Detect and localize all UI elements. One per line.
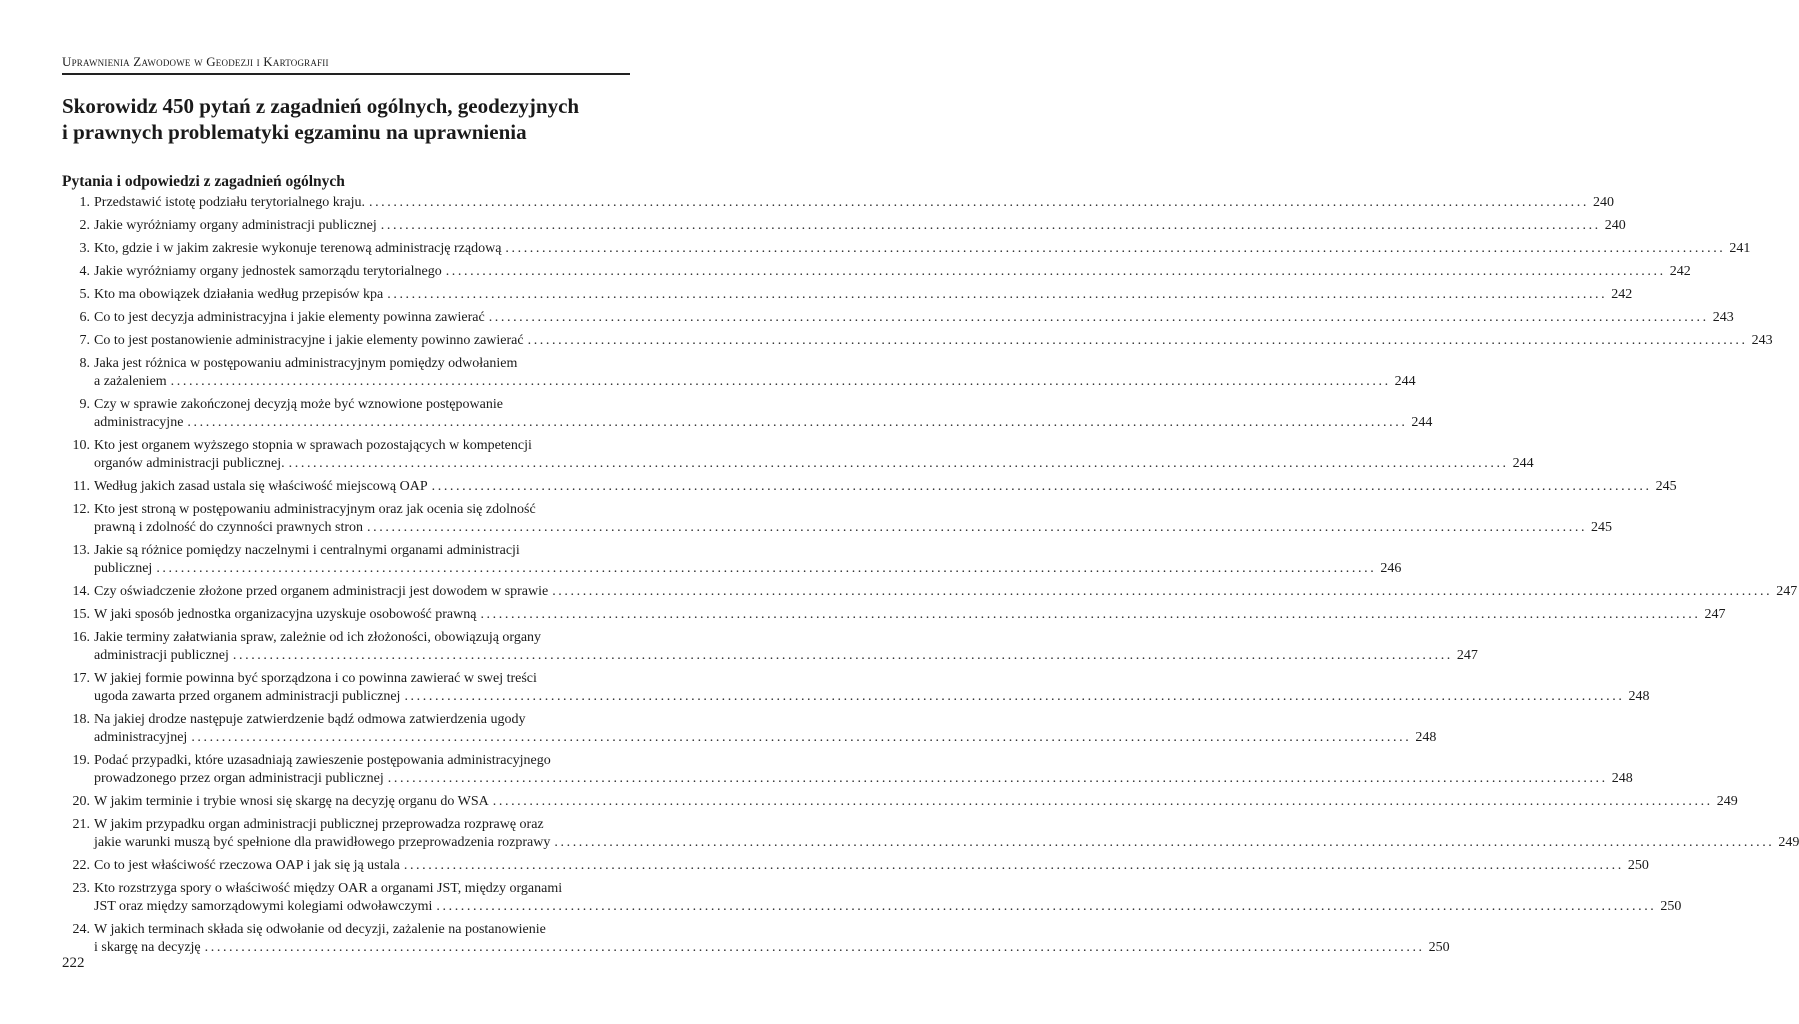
dot-leader: ........................................................................................................................................................................................................ <box>380 218 1601 233</box>
toc-entry <box>62 478 1677 496</box>
toc-entry-number: 21. <box>72 817 90 832</box>
dot-leader: ........................................................................................................................................................................................................ <box>527 333 1748 348</box>
toc-entry-text: Co to jest postanowienie administracyjne i jakie elementy powinno zawierać <box>94 333 524 348</box>
toc-entry-line <box>94 414 1433 432</box>
toc-entry-line <box>94 332 1773 350</box>
toc-entry-text: W jakich terminach składa się odwołanie od decyzji, zażalenie na postanowienie <box>94 922 546 937</box>
toc-entry <box>62 583 1798 601</box>
toc-entry <box>62 286 1633 304</box>
toc-entry-text: Jaka jest różnica w postępowaniu administracyjnym pomiędzy odwołaniem <box>94 356 518 371</box>
toc-entry-line <box>94 688 1650 706</box>
toc-entry-body <box>94 286 1633 304</box>
toc-entry-line <box>94 373 1416 391</box>
dot-leader: ........................................................................................................................................................................................................ <box>554 835 1775 850</box>
toc-entry-page: 250 <box>1627 858 1649 873</box>
toc-entry-page: 249 <box>1716 794 1738 809</box>
toc-entry <box>62 437 1534 473</box>
toc-entry <box>62 217 1626 235</box>
toc-entry-page: 246 <box>1380 561 1402 576</box>
toc-entry-number: 6. <box>79 310 90 325</box>
toc-entry-number: 19. <box>72 753 90 768</box>
dot-leader: ........................................................................................................................................................................................................ <box>552 584 1773 599</box>
toc-entry <box>62 793 1738 811</box>
toc-entry-number: 24. <box>72 922 90 937</box>
dot-leader: ........................................................................................................................................................................................................ <box>436 899 1657 914</box>
toc-entry-text: i skargę na decyzję <box>94 940 201 955</box>
toc-entry <box>62 857 1649 875</box>
toc-entry-text: ugoda zawarta przed organem administracji publicznej <box>94 689 401 704</box>
toc-entry-number: 14. <box>72 584 90 599</box>
toc-entry-line <box>94 309 1734 327</box>
toc-entry-body <box>94 355 1416 391</box>
dot-leader: ........................................................................................................................................................................................................ <box>191 730 1412 745</box>
toc-entry-body <box>94 309 1734 327</box>
toc-entry-line <box>94 194 1614 212</box>
toc-entry-text: W jakim przypadku organ administracji publicznej przeprowadza rozprawę oraz <box>94 817 544 832</box>
toc-entry-body <box>94 194 1614 212</box>
toc-entry-line <box>94 286 1633 304</box>
toc-entry-body <box>94 880 1682 916</box>
page-title <box>62 93 632 145</box>
toc-entry <box>62 355 1416 391</box>
toc-entry-page: 243 <box>1712 310 1734 325</box>
toc-entry-line <box>94 455 1534 473</box>
toc-entry-text: administracyjne <box>94 415 184 430</box>
toc-entry <box>62 711 1437 747</box>
toc-entry-body <box>94 816 1799 852</box>
toc-entry-page: 250 <box>1428 940 1450 955</box>
toc-entry-number: 2. <box>79 218 90 233</box>
toc-entry-text: Co to jest właściwość rzeczowa OAP i jak się ją ustala <box>94 858 400 873</box>
dot-leader: ........................................................................................................................................................................................................ <box>387 771 1608 786</box>
toc-entry-number: 7. <box>79 333 90 348</box>
toc-entry-line <box>94 263 1691 281</box>
dot-leader: ........................................................................................................................................................................................................ <box>368 195 1589 210</box>
toc-entry-text: Czy oświadczenie złożone przed organem administracji jest dowodem w sprawie <box>94 584 549 599</box>
page-number: 222 <box>62 955 85 971</box>
toc-entry-number: 16. <box>72 630 90 645</box>
toc-entry-text: Jakie są różnice pomiędzy naczelnymi i centralnymi organami administracji <box>94 543 520 558</box>
toc-entry-line <box>94 857 1649 875</box>
toc-entry-number: 20. <box>72 794 90 809</box>
toc-entry-line <box>94 729 1437 747</box>
toc-entry-page: 240 <box>1592 195 1614 210</box>
toc-entry-text: Kto jest organem wyższego stopnia w sprawach pozostających w kompetencji <box>94 438 532 453</box>
toc-entry-number: 10. <box>72 438 90 453</box>
toc-entry-text: Kto jest stroną w postępowaniu administracyjnym oraz jak ocenia się zdolność <box>94 502 536 517</box>
dot-leader: ........................................................................................................................................................................................................ <box>505 241 1726 256</box>
dot-leader: ........................................................................................................................................................................................................ <box>367 520 1588 535</box>
toc-entry-body <box>94 857 1649 875</box>
toc-entry <box>62 501 1613 537</box>
toc-entry-number: 22. <box>72 858 90 873</box>
toc-entry-text: W jakiej formie powinna być sporządzona i co powinna zawierać w swej treści <box>94 671 537 686</box>
toc-entry-body <box>94 263 1691 281</box>
toc-entry <box>62 309 1734 327</box>
dot-leader: ........................................................................................................................................................................................................ <box>187 415 1408 430</box>
running-head: Uprawnienia Zawodowe w Geodezji i Kartografii <box>62 54 329 69</box>
toc-entry-number: 5. <box>79 287 90 302</box>
toc-entry-text: publicznej <box>94 561 153 576</box>
toc-entry-body <box>94 240 1751 258</box>
toc-entry-line <box>94 647 1478 665</box>
toc-entry-body <box>94 478 1677 496</box>
title-line: i prawnych problematyki egzaminu na uprawnienia <box>62 120 527 144</box>
toc-entry-text: W jaki sposób jednostka organizacyjna uzyskuje osobowość prawną <box>94 607 477 622</box>
header-rule <box>62 73 630 75</box>
toc-entry-text: Jakie terminy załatwiania spraw, zależnie od ich złożoności, obowiązują organy <box>94 630 542 645</box>
toc-entry-body <box>94 437 1534 473</box>
toc-entry-page: 244 <box>1411 415 1433 430</box>
toc-entry-number: 15. <box>72 607 90 622</box>
toc-entry-number: 17. <box>72 671 90 686</box>
dot-leader: ........................................................................................................................................................................................................ <box>387 287 1608 302</box>
toc-entry-number: 9. <box>79 397 90 412</box>
toc-entry-number: 8. <box>79 356 90 371</box>
toc-entry <box>62 194 1614 212</box>
toc-entry-page: 248 <box>1415 730 1437 745</box>
toc-entry-text: prawną i zdolność do czynności prawnych stron <box>94 520 364 535</box>
toc-entry-number: 12. <box>72 502 90 517</box>
toc-entry-text: Co to jest decyzja administracyjna i jakie elementy powinna zawierać <box>94 310 485 325</box>
toc-entry-text: jakie warunki muszą być spełnione dla prawidłowego przeprowadzenia rozprawy <box>94 835 551 850</box>
toc-entry <box>62 606 1726 624</box>
toc-entry-line <box>94 770 1633 788</box>
toc-entry <box>62 880 1682 916</box>
toc-entry-line <box>94 898 1682 916</box>
dot-leader: ........................................................................................................................................................................................................ <box>403 858 1624 873</box>
toc-entry-body <box>94 921 1450 957</box>
toc-entry-line <box>94 240 1751 258</box>
toc-entry-text: administracyjnej <box>94 730 188 745</box>
toc-entry-line <box>94 478 1677 496</box>
toc-entry <box>62 263 1691 281</box>
toc-entry-text: prowadzonego przez organ administracji publicznej <box>94 771 384 786</box>
toc-entry-body <box>94 542 1402 578</box>
dot-leader: ........................................................................................................................................................................................................ <box>232 648 1453 663</box>
toc-entry <box>62 542 1402 578</box>
toc-entry-page: 244 <box>1394 374 1416 389</box>
toc-entry-text: Podać przypadki, które uzasadniają zawieszenie postępowania administracyjnego <box>94 753 551 768</box>
toc-entry-number: 1. <box>79 195 90 210</box>
toc-entry <box>62 670 1650 706</box>
toc-entry-page: 240 <box>1604 218 1626 233</box>
dot-leader: ........................................................................................................................................................................................................ <box>288 456 1509 471</box>
toc-entry-body <box>94 501 1613 537</box>
toc-entry-line <box>94 519 1613 537</box>
toc-entry-text: Jakie wyróżniamy organy administracji publicznej <box>94 218 377 233</box>
toc-entry-number: 3. <box>79 241 90 256</box>
toc-entry-text: administracji publicznej <box>94 648 229 663</box>
dot-leader: ........................................................................................................................................................................................................ <box>156 561 1377 576</box>
toc-entry-text: Kto ma obowiązek działania według przepisów kpa <box>94 287 384 302</box>
toc-entry-body <box>94 670 1650 706</box>
toc-entry-page: 244 <box>1512 456 1534 471</box>
toc-entry-text: W jakim terminie i trybie wnosi się skargę na decyzję organu do WSA <box>94 794 489 809</box>
dot-leader: ........................................................................................................................................................................................................ <box>170 374 1391 389</box>
toc-entry-page: 242 <box>1669 264 1691 279</box>
toc-entry <box>62 816 1799 852</box>
toc-entry-page: 248 <box>1628 689 1650 704</box>
toc-entry-page: 249 <box>1778 835 1799 850</box>
toc-list <box>62 194 1799 962</box>
toc-entry-body <box>94 606 1726 624</box>
toc-entry-number: 23. <box>72 881 90 896</box>
toc-entry-text: Kto, gdzie i w jakim zakresie wykonuje terenową administrację rządową <box>94 241 502 256</box>
toc-entry-body <box>94 629 1478 665</box>
toc-entry-text: JST oraz między samorządowymi kolegiami odwoławczymi <box>94 899 433 914</box>
toc-entry <box>62 240 1751 258</box>
toc-entry-page: 241 <box>1729 241 1751 256</box>
toc-entry-page: 248 <box>1611 771 1633 786</box>
toc-entry-line <box>94 606 1726 624</box>
toc-entry-text: Według jakich zasad ustala się właściwość miejscową OAP <box>94 479 428 494</box>
toc-entry-page: 247 <box>1704 607 1726 622</box>
toc-entry <box>62 332 1773 350</box>
toc-entry-line <box>94 217 1626 235</box>
toc-entry-line <box>94 793 1738 811</box>
toc-entry <box>62 629 1478 665</box>
toc-entry-number: 18. <box>72 712 90 727</box>
toc-entry-body <box>94 793 1738 811</box>
dot-leader: ........................................................................................................................................................................................................ <box>404 689 1625 704</box>
section-title: Pytania i odpowiedzi z zagadnień ogólnych <box>62 173 345 190</box>
toc-entry-page: 243 <box>1751 333 1773 348</box>
toc-entry-body <box>94 332 1773 350</box>
toc-entry-text: Przedstawić istotę podziału terytorialnego kraju. <box>94 195 365 210</box>
toc-entry <box>62 752 1633 788</box>
toc-entry-body <box>94 396 1433 432</box>
dot-leader: ........................................................................................................................................................................................................ <box>431 479 1652 494</box>
toc-entry-text: Na jakiej drodze następuje zatwierdzenie bądź odmowa zatwierdzenia ugody <box>94 712 526 727</box>
toc-entry-text: organów administracji publicznej. <box>94 456 285 471</box>
toc-entry-number: 13. <box>72 543 90 558</box>
toc-entry-line <box>94 583 1798 601</box>
toc-entry-line <box>94 834 1799 852</box>
toc-entry-text: Kto rozstrzyga spory o właściwość między OAR a organami JST, między organami <box>94 881 563 896</box>
title-line: Skorowidz 450 pytań z zagadnień ogólnych, geodezyjnych <box>62 94 580 118</box>
toc-entry-page: 247 <box>1776 584 1798 599</box>
dot-leader: ........................................................................................................................................................................................................ <box>480 607 1701 622</box>
toc-entry-page: 247 <box>1456 648 1478 663</box>
toc-entry-body <box>94 711 1437 747</box>
toc-entry-text: Czy w sprawie zakończonej decyzją może być wznowione postępowanie <box>94 397 503 412</box>
toc-entry-text: a zażaleniem <box>94 374 167 389</box>
toc-entry-body <box>94 752 1633 788</box>
dot-leader: ........................................................................................................................................................................................................ <box>488 310 1709 325</box>
toc-entry-body <box>94 583 1798 601</box>
toc-entry-page: 245 <box>1655 479 1677 494</box>
toc-entry-number: 4. <box>79 264 90 279</box>
dot-leader: ........................................................................................................................................................................................................ <box>204 940 1425 955</box>
toc-entry <box>62 921 1450 957</box>
toc-entry-text: Jakie wyróżniamy organy jednostek samorządu terytorialnego <box>94 264 442 279</box>
toc-entry-page: 242 <box>1611 287 1633 302</box>
toc-entry <box>62 396 1433 432</box>
dot-leader: ........................................................................................................................................................................................................ <box>492 794 1713 809</box>
toc-entry-line <box>94 939 1450 957</box>
toc-entry-number: 11. <box>73 479 90 494</box>
toc-entry-line <box>94 560 1402 578</box>
toc-entry-page: 250 <box>1660 899 1682 914</box>
toc-entry-body <box>94 217 1626 235</box>
dot-leader: ........................................................................................................................................................................................................ <box>445 264 1666 279</box>
toc-entry-page: 245 <box>1591 520 1613 535</box>
